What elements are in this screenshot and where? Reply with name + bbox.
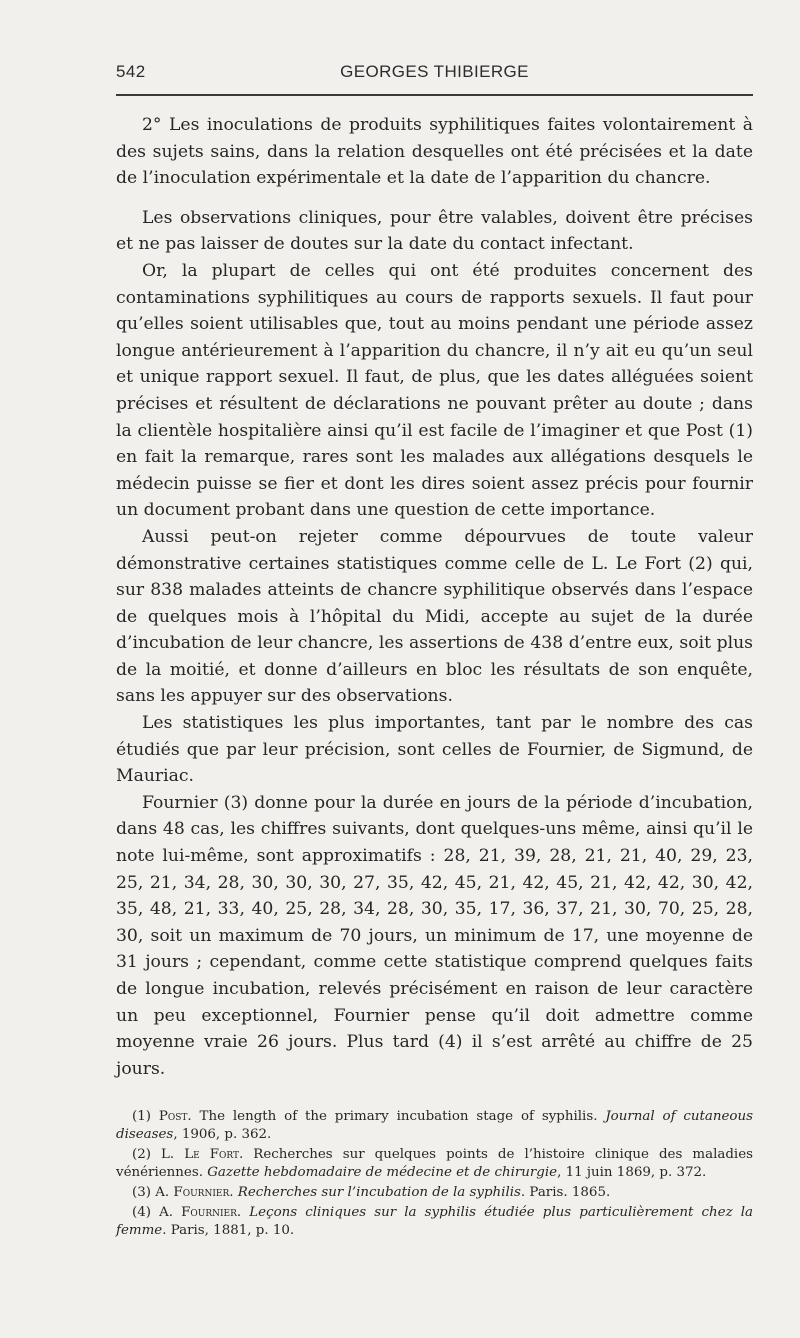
header-rule [116,94,753,96]
footnote-author: Post [158,1109,188,1125]
book-page [116,56,753,1242]
footnotes [116,1108,753,1239]
footnote [116,1146,753,1181]
footnote-marker: (4) [132,1205,151,1221]
footnote-title: Recherches sur l’incubation de la syphilis [237,1185,521,1200]
paragraph: Or, la plupart de celles qui ont été produites concernent des contaminations syphilitiques au cours de rapports sexuels. Il faut pour qu’elles soient utilisables que, tout au moins pendant une période assez longue antérieurement à l’apparition du chancre, il n’y ait eu qu’un seul et unique rapport sexuel. Il faut, de plus, que les dates alléguées soient précises et résultent de déclarations ne pouvant prêter au doute ; dans la clientèle hospitalière ainsi qu’il est facile de l’imaginer et que Post (1) en fait la remarque, rares sont les malades aux allégations desquels le médecin puisse se fier et dont les dires soient assez précis pour fournir un document probant dans une question de cette importance. [116,260,753,521]
paragraph: Les observations cliniques, pour être valables, doivent être précises et ne pas laisser de doutes sur la date du contact infectant. [116,207,753,255]
paragraph: Les statistiques les plus importantes, tant par le nombre des cas étudiés que par leur précision, sont celles de Fournier, de Sigmund, de Mauriac. [116,713,753,787]
footnote-text: . Recherches sur quelques points de l’histoire clinique des maladies vénériennes. [116,1147,753,1180]
footnote-author: A. Fournier [159,1205,237,1221]
footnote-title: Leçons cliniques sur la syphilis étudiée plus particulièrement chez la femme [116,1205,753,1238]
body-text [116,112,753,1082]
footnote-author: L. Le Fort [161,1147,239,1163]
paragraph: 2° Les inoculations de produits syphilitiques faites volontairement à des sujets sains, dans la relation desquelles ont été précisées et la date de l’inoculation expérimentale et la date de l’apparition du chancre. [116,115,753,189]
footnote-text: . Paris, 1881, p. 10. [162,1222,295,1238]
footnote-marker: (3) [132,1185,151,1200]
footnote-title: Journal of cutaneous diseases [116,1109,753,1142]
paragraph: Aussi peut-on rejeter comme dépourvues de toute valeur démonstrative certaines statistiques comme celle de L. Le Fort (2) qui, sur 838 malades atteints de chancre syphilitique observés dans l’espace de quelques mois à l’hôpital du Midi, accepte au sujet de la durée d’incubation de leur chancre, les assertions de 438 d’entre eux, soit plus de la moitié, et donne d’ailleurs en bloc les résultats de son enquête, sans les appuyer sur des observations. [116,526,753,707]
footnote [116,1108,753,1143]
footnote-text: . Paris. 1865. [520,1185,611,1200]
footnote [116,1204,753,1239]
running-header [116,56,753,86]
paragraph: Fournier (3) donne pour la durée en jours de la période d’incubation, dans 48 cas, les chiffres suivants, dont quelques-uns même, ainsi qu’il le note lui-même, sont approximatifs : 28, 21, 39, 28, 21, 21, 40, 29, 23, 25, 21, 34, 28, 30, 30, 30, 27, 35, 42, 45, 21, 42, 45, 21, 42, 42, 30, 42, 35, 48, 21, 33, 40, 25, 28, 34, 28, 30, 35, 17, 36, 37, 21, 30, 70, 25, 28, 30, soit un maximum de 70 jours, un minimum de 17, une moyenne de 31 jours ; cependant, comme cette statistique comprend quelques faits de longue incubation, relevés précisément en raison de leur caractère un peu exceptionnel, Fournier pense qu’il doit admettre comme moyenne vraie 26 jours. Plus tard (4) il s’est arrêté au chiffre de 25 jours. [116,792,753,1079]
footnote-author: A. Fournier [155,1185,230,1200]
footnote-text: , 11 juin 1869, p. 372. [557,1164,707,1180]
footnote-title: Gazette hebdomadaire de médecine et de chirurgie [207,1164,558,1180]
footnote-marker: (1) [132,1109,151,1125]
footnote-text: . The length of the primary incubation stage of syphilis. [187,1109,606,1125]
footnote-text: . [229,1185,238,1200]
footnote [116,1184,753,1201]
running-title: GEORGES THIBIERGE [340,62,529,81]
footnote-text: , 1906, p. 362. [173,1126,272,1142]
page-number: 542 [116,62,146,81]
footnote-text: . [236,1205,250,1221]
footnote-marker: (2) [132,1147,151,1163]
